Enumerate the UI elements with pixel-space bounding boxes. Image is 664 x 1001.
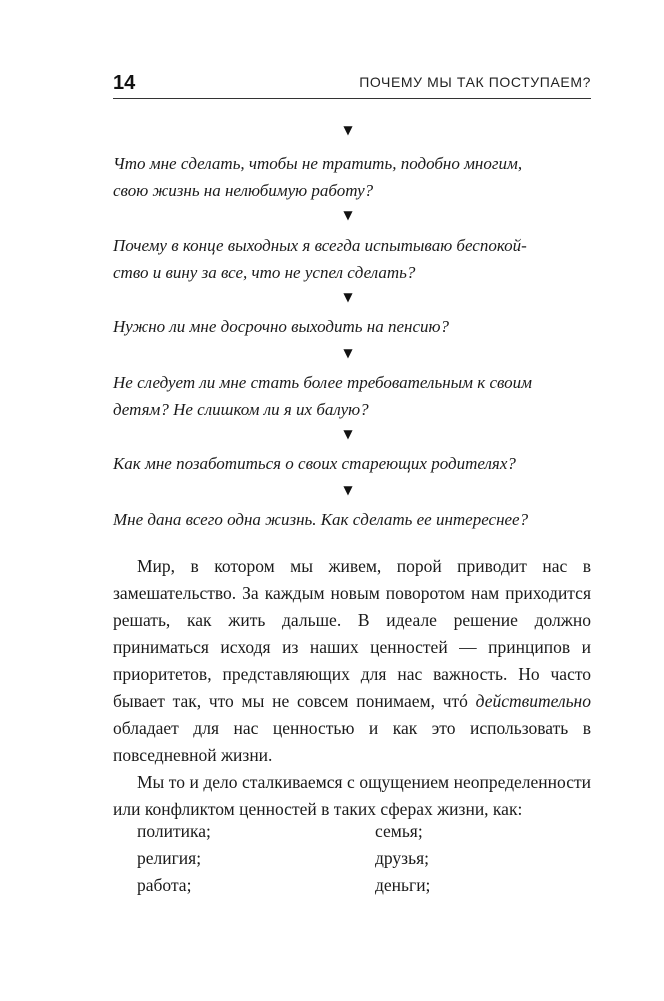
question-line: Почему в конце выходных я всегда испытываю беспокой- (113, 236, 527, 255)
paragraph (113, 553, 591, 769)
paragraph-text: Мир, в котором мы живем, порой приводит нас в замешательство. За каждым новым поворотом нам приходится решать, как жить дальше. В идеале решение должно приниматься исходя из наших ценностей — принципов и приоритетов, представляющих для нас важность. Но часто бывает так, что мы не совсем понимаем, чтó (113, 556, 591, 711)
question-line: Как мне позаботиться о своих стареющих родителях? (113, 454, 516, 473)
question-line: Мне дана всего одна жизнь. Как сделать ее интереснее? (113, 510, 529, 529)
question (113, 150, 593, 204)
question-line: Нужно ли мне досрочно выходить на пенсию? (113, 317, 449, 336)
list-item: деньги; (375, 875, 431, 895)
paragraph-text: обладает для нас ценностью и как это использовать в повседневной жизни. (113, 718, 591, 765)
question (113, 313, 593, 340)
spheres-list-left (137, 818, 211, 899)
spheres-list-right (375, 818, 430, 899)
triangle-marker-icon: ▼ (343, 483, 353, 497)
question-line: ство и вину за все, что не успел сделать? (113, 263, 416, 282)
list-item: работа; (137, 875, 192, 895)
question (113, 232, 593, 286)
triangle-marker-icon: ▼ (343, 123, 353, 137)
emphasis-text: действительно (475, 691, 591, 711)
list-item: религия; (137, 848, 202, 868)
triangle-marker-icon: ▼ (343, 427, 353, 441)
question (113, 450, 593, 477)
question-line: Не следует ли мне стать более требовательным к своим (113, 373, 532, 392)
running-title: ПОЧЕМУ МЫ ТАК ПОСТУПАЕМ? (359, 74, 591, 90)
list-item: друзья; (375, 848, 429, 868)
page-header (113, 70, 591, 100)
question (113, 369, 593, 423)
page-number: 14 (113, 72, 136, 94)
triangle-marker-icon: ▼ (343, 346, 353, 360)
triangle-marker-icon: ▼ (343, 290, 353, 304)
list-item: семья; (375, 821, 423, 841)
body-text (113, 553, 591, 823)
list-item: политика; (137, 821, 211, 841)
paragraph: Мы то и дело сталкиваемся с ощущением неопределенности или конфликтом ценностей в таких сферах жизни, как: (113, 772, 591, 819)
question-line: свою жизнь на нелюбимую работу? (113, 181, 374, 200)
question-line: детям? Не слишком ли я их балую? (113, 400, 369, 419)
question (113, 506, 593, 533)
question-line: Что мне сделать, чтобы не тратить, подобно многим, (113, 154, 523, 173)
header-rule (113, 98, 591, 99)
triangle-marker-icon: ▼ (343, 208, 353, 222)
